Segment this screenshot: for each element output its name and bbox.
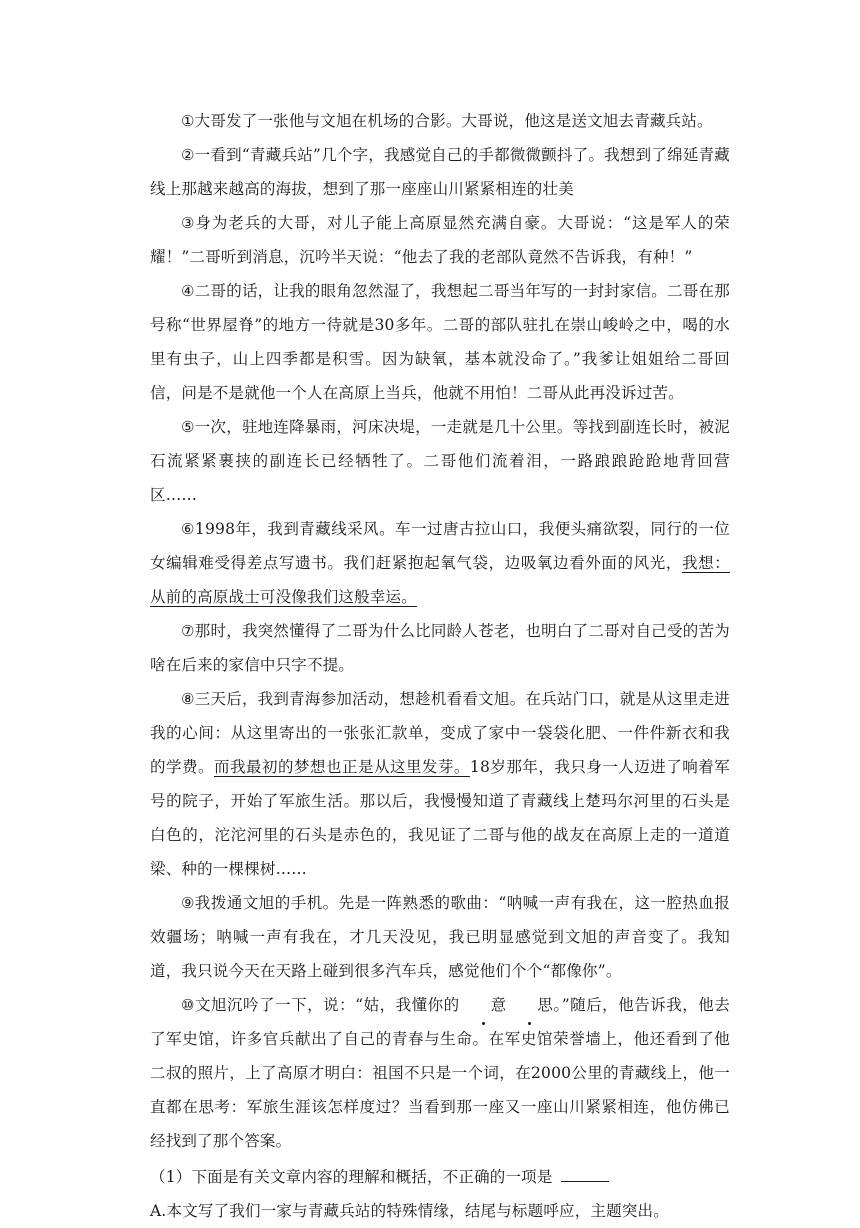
paragraph-number: ⑨	[181, 894, 195, 912]
underlined-sentence: 我想：从前的高原战士可没像我们这般幸运。	[150, 554, 730, 606]
paragraph-text-cont: 18岁那年，我只身一人迈进了响着军号的院子，开始了军旅生活。那以后，我慢慢知道了青藏线上楚玛尔河里的石头是白色的，沱沱河里的石头是赤色的，我见证了二哥与他的战友在高原上走的一道道梁、种的一棵棵树……	[150, 758, 730, 878]
paragraph-number: ③	[181, 214, 196, 232]
document-body	[150, 104, 730, 1228]
paragraph-text: 文旭沉吟了一下，说：“姑，我懂你的	[194, 996, 460, 1014]
paragraph-7	[150, 614, 730, 682]
question-1	[150, 1160, 730, 1194]
paragraph-number: ⑥	[181, 520, 195, 538]
paragraph-number: ⑧	[181, 690, 195, 708]
paragraph-3	[150, 206, 730, 274]
option-a	[150, 1194, 730, 1228]
paragraph-2	[150, 138, 730, 206]
emphasis-dotted-char: 思	[506, 988, 553, 1022]
paragraph-text: 一看到“青藏兵站”几个字，我感觉自己的手都微微颤抖了。我想到了绵延青藏线上那越来越高的海拔，想到了那一座座山川紧紧相连的壮美	[150, 146, 730, 198]
paragraph-9	[150, 886, 730, 988]
paragraph-8	[150, 682, 730, 886]
paragraph-number: ④	[181, 282, 195, 300]
paragraph-5	[150, 410, 730, 512]
paragraph-text: 大哥发了一张他与文旭在机场的合影。大哥说，他这是送文旭去青藏兵站。	[194, 112, 713, 130]
paragraph-number: ①	[181, 112, 195, 130]
paragraph-text: 身为老兵的大哥，对儿子能上高原显然充满自豪。大哥说：“这是军人的荣耀！”二哥听到消息，沉吟半天说：“他去了我的老部队竟然不告诉我，有种！”	[150, 214, 730, 266]
option-text: A.本文写了我们一家与青藏兵站的特殊情缘，结尾与标题呼应，主题突出。	[150, 1202, 669, 1220]
underlined-sentence: 而我最初的梦想也正是从这里发芽。	[213, 758, 470, 776]
paragraph-text: 我拨通文旭的手机。先是一阵熟悉的歌曲：“呐喊一声有我在，这一腔热血报效疆场；呐喊一声有我在，才几天没见，我已明显感觉到文旭的声音变了。我知道，我只说今天在天路上碰到很多汽车兵，感觉他们个个“都像你”。	[150, 894, 730, 980]
paragraph-text: 那时，我突然懂得了二哥为什么比同龄人苍老，也明白了二哥对自己受的苦为啥在后来的家信中只字不提。	[150, 622, 730, 674]
paragraph-text: 三天后，我到青海参加活动，想趁机看看文旭。在兵站门口，就是从这里走进我的心间：从这里寄出的一张张汇款单，变成了家中一袋袋化肥、一件件新衣和我的学费。	[150, 690, 730, 776]
paragraph-text-cont: 。”随后，他告诉我，他去了军史馆，许多官兵献出了自己的青春与生命。在军史馆荣誉墙上，他还看到了他二叔的照片，上了高原才明白：祖国不只是一个词，在2000公里的青藏线上，他一直都在思考：军旅生涯该怎样度过？当看到那一座又一座山川紧紧相连，他仿佛已经找到了那个答案。	[150, 996, 730, 1150]
paragraph-text: 1998年，我到青藏线采风。车一过唐古拉山口，我便头痛欲裂，同行的一位女编辑难受得差点写遗书。我们赶紧抱起氧气袋，边吸氧边看外面的风光，	[150, 520, 730, 572]
paragraph-10	[150, 988, 730, 1158]
paragraph-text: 一次，驻地连降暴雨，河床决堤，一走就是几十公里。等找到副连长时，被泥石流紧紧裹挟的副连长已经牺牲了。二哥他们流着泪，一路踉踉跄跄地背回营区……	[150, 418, 730, 504]
paragraph-text: 二哥的话，让我的眼角忽然湿了，我想起二哥当年写的一封封家信。二哥在那号称“世界屋脊”的地方一待就是30多年。二哥的部队驻扎在崇山峻岭之中，喝的水里有虫子，山上四季都是积雪。因为缺氧，基本就没命了。”我爹让姐姐给二哥回信，问是不是就他一个人在高原上当兵，他就不用怕！二哥从此再没诉过苦。	[150, 282, 730, 402]
paragraph-4	[150, 274, 730, 410]
paragraph-number: ⑦	[181, 622, 195, 640]
paragraph-number: ②	[181, 146, 195, 164]
paragraph-number: ⑤	[181, 418, 195, 436]
answer-blank[interactable]	[561, 1167, 609, 1182]
question-label: （1）下面是有关文章内容的理解和概括，不正确的一项是	[150, 1168, 553, 1186]
paragraph-1	[150, 104, 730, 138]
paragraph-6	[150, 512, 730, 614]
emphasis-dotted-char: 意	[460, 988, 507, 1022]
paragraph-number: ⑩	[181, 996, 195, 1014]
